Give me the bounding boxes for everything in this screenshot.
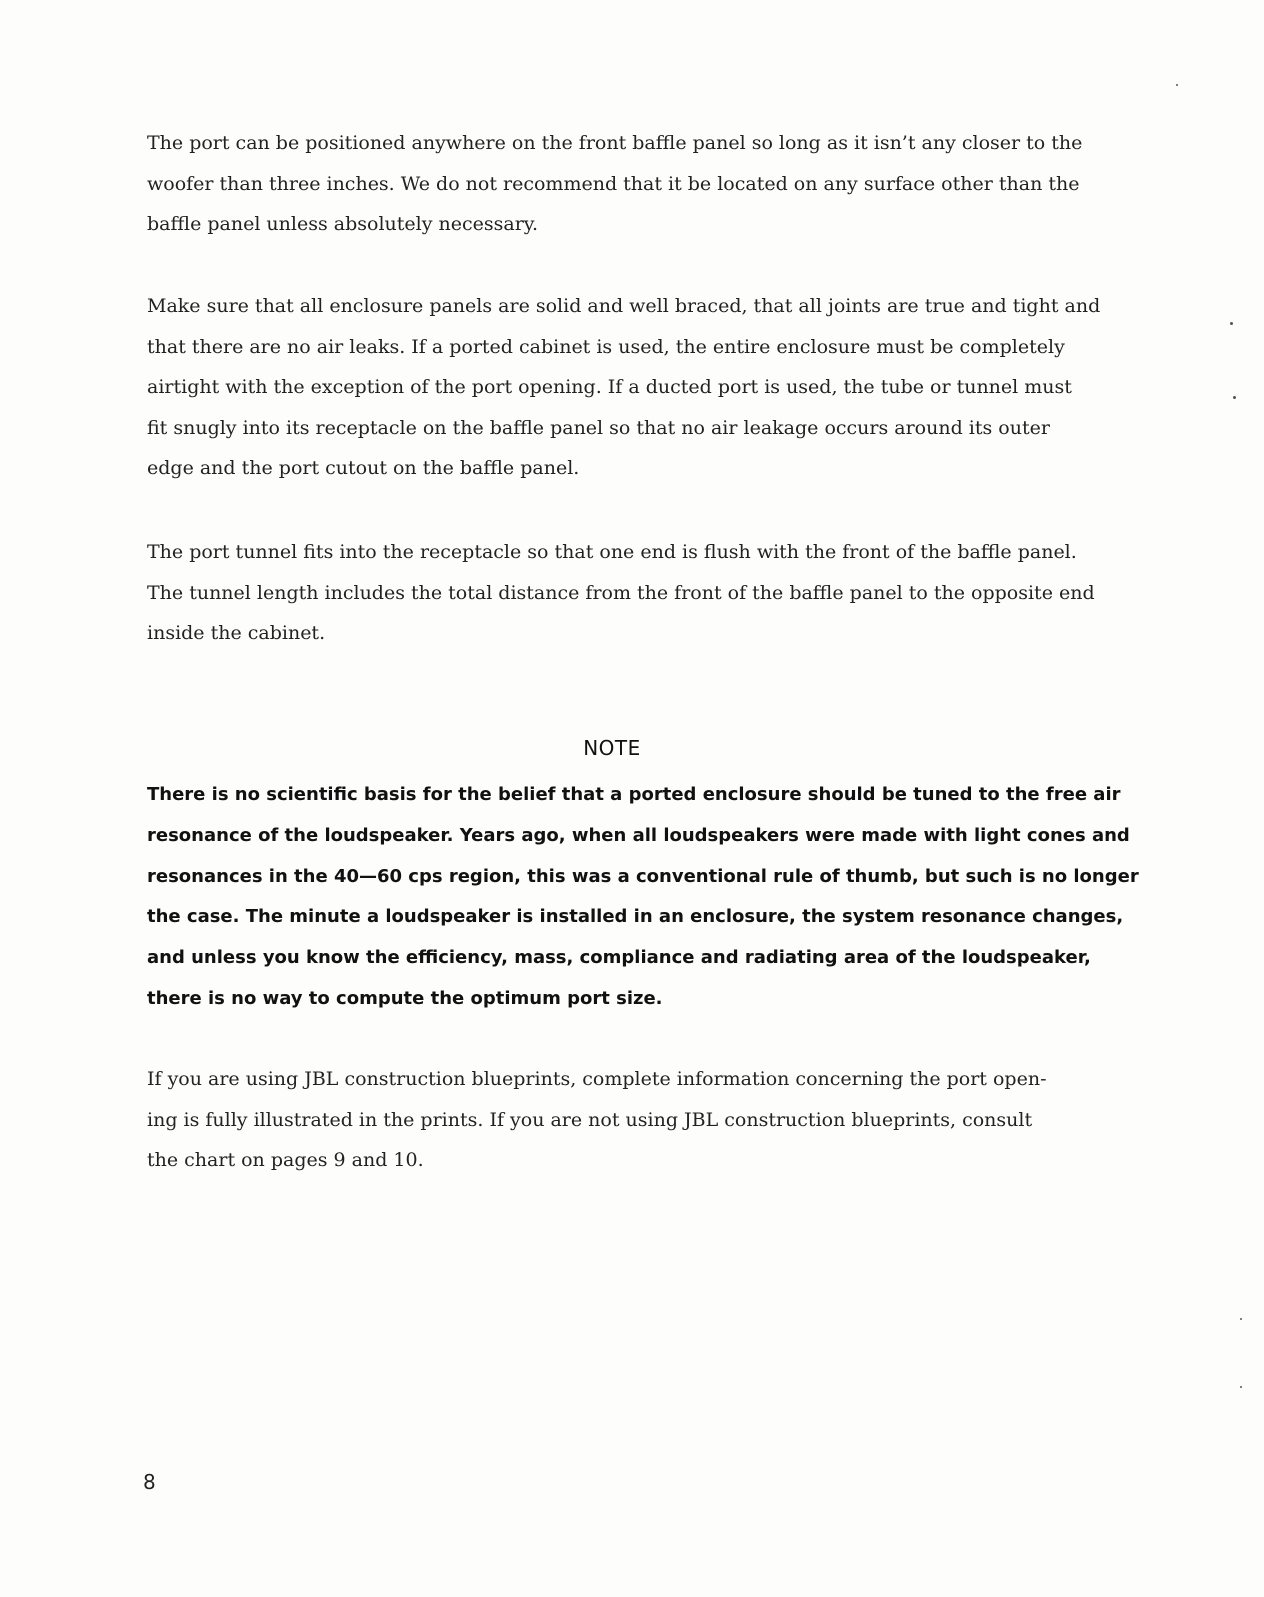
- text-line: the chart on pages 9 and 10.: [147, 1149, 424, 1171]
- note-line: resonances in the 40—60 cps region, this was a conventional rule of thumb, but such is no longer: [147, 865, 1139, 887]
- note-line: resonance of the loudspeaker. Years ago, when all loudspeakers were made with light cones and: [147, 824, 1130, 846]
- text-line: The tunnel length includes the total distance from the front of the baffle panel to the opposite end: [147, 581, 1095, 604]
- text-line: ing is fully illustrated in the prints. If you are not using JBL construction blueprints, consult: [147, 1108, 1033, 1131]
- note-line: and unless you know the efficiency, mass, compliance and radiating area of the loudspeaker,: [147, 947, 1091, 969]
- scan-speck: [1233, 396, 1236, 399]
- scan-speck: [1176, 84, 1178, 86]
- text-line: edge and the port cutout on the baffle panel.: [147, 457, 580, 479]
- scan-speck: [1230, 322, 1233, 325]
- text-line: inside the cabinet.: [147, 622, 326, 644]
- text-line: woofer than three inches. We do not recommend that it be located on any surface other than the: [147, 172, 1080, 195]
- text-line: that there are no air leaks. If a ported cabinet is used, the entire enclosure must be completely: [147, 335, 1065, 358]
- text-line: The port can be positioned anywhere on the front baffle panel so long as it isn’t any closer to the: [147, 132, 1083, 154]
- page-number: 8: [143, 1470, 156, 1494]
- text-line: airtight with the exception of the port opening. If a ducted port is used, the tube or tunnel must: [147, 376, 1072, 398]
- text-line: Make sure that all enclosure panels are solid and well braced, that all joints are true and tight and: [147, 295, 1101, 317]
- scan-speck: [1240, 1386, 1242, 1388]
- text-line: If you are using JBL construction blueprints, complete information concerning the port open-: [147, 1068, 1047, 1090]
- paragraph-enclosure-panels: [147, 286, 1107, 489]
- text-line: The port tunnel fits into the receptacle so that one end is flush with the front of the baffle panel.: [147, 541, 1077, 563]
- note-line: the case. The minute a loudspeaker is installed in an enclosure, the system resonance changes,: [147, 906, 1124, 928]
- note-line: There is no scientific basis for the belief that a ported enclosure should be tuned to the free air: [147, 784, 1121, 805]
- note-line: there is no way to compute the optimum port size.: [147, 987, 663, 1009]
- note-heading: NOTE: [583, 736, 641, 760]
- text-line: fit snugly into its receptacle on the baffle panel so that no air leakage occurs around its outer: [147, 416, 1050, 439]
- paragraph-port-tunnel: [147, 532, 1107, 654]
- text-line: baffle panel unless absolutely necessary.: [147, 213, 539, 235]
- scan-speck: [1240, 1318, 1242, 1320]
- paragraph-port-position: [147, 123, 1107, 245]
- paragraph-blueprints: [147, 1059, 1107, 1181]
- note-body: [147, 775, 1139, 1020]
